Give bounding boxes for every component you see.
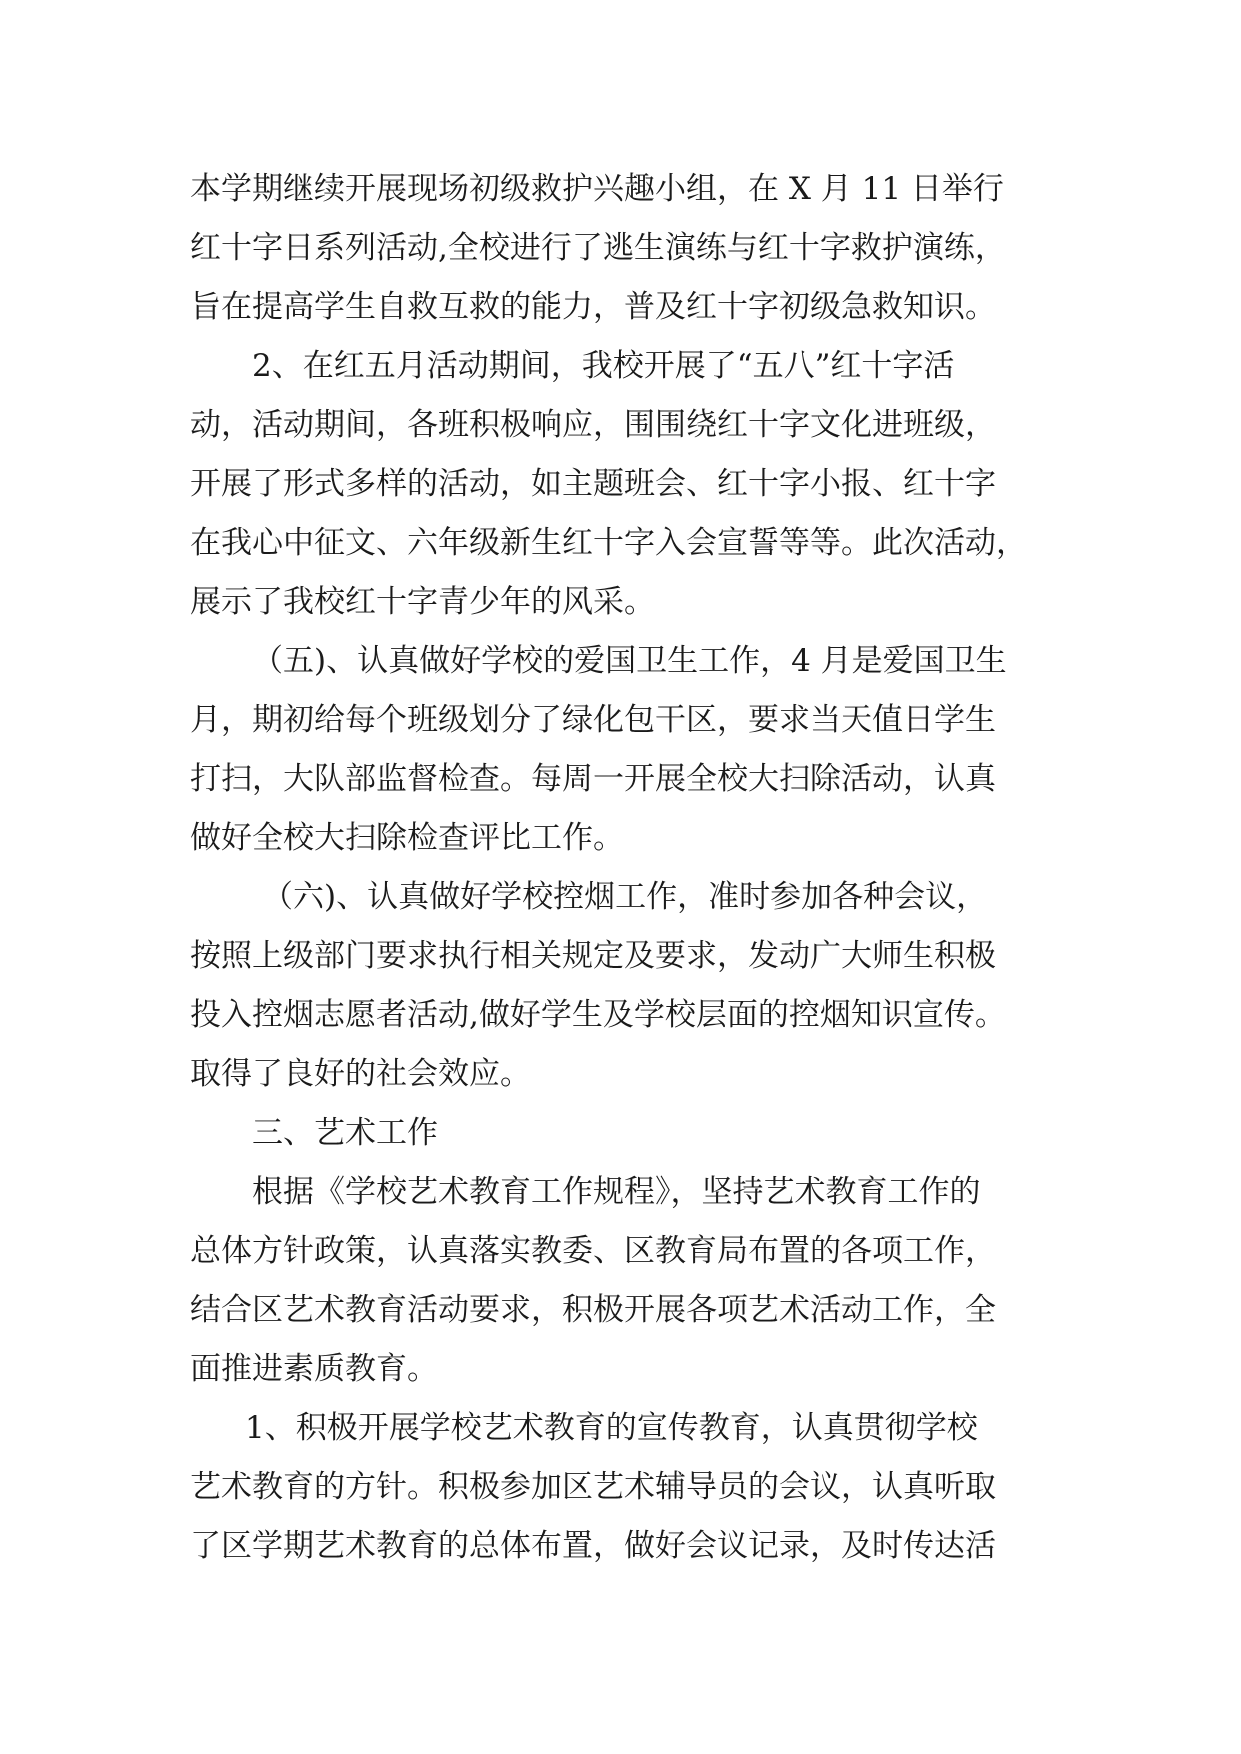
- section-heading: 三、艺术工作: [252, 1115, 438, 1151]
- paragraph-start-line: 1、积极开展学校艺术教育的宣传教育，认真贯彻学校: [245, 1410, 978, 1446]
- text-line: 旨在提高学生自救互救的能力，普及红十字初级急救知识。: [190, 289, 996, 325]
- text-line: 动，活动期间，各班积极响应，围围绕红十字文化进班级，: [190, 407, 996, 443]
- paragraph-start-line: 根据《学校艺术教育工作规程》，坚持艺术教育工作的: [252, 1174, 981, 1210]
- text-line: 了区学期艺术教育的总体布置，做好会议记录，及时传达活: [190, 1528, 996, 1564]
- text-line: 月，期初给每个班级划分了绿化包干区，要求当天值日学生: [190, 702, 996, 738]
- text-line: 总体方针政策，认真落实教委、区教育局布置的各项工作，: [190, 1233, 996, 1269]
- text-line: 开展了形式多样的活动，如主题班会、红十字小报、红十字: [190, 466, 996, 502]
- text-line: 红十字日系列活动,全校进行了逃生演练与红十字救护演练，: [190, 230, 1006, 266]
- text-line: 结合区艺术教育活动要求，积极开展各项艺术活动工作，全: [190, 1292, 996, 1328]
- text-line: 艺术教育的方针。积极参加区艺术辅导员的会议，认真听取: [190, 1469, 996, 1505]
- text-line: 打扫，大队部监督检查。每周一开展全校大扫除活动，认真: [190, 761, 996, 797]
- text-line: 本学期继续开展现场初级救护兴趣小组，在 X 月 11 日举行: [190, 171, 1004, 207]
- text-line: 展示了我校红十字青少年的风采。: [190, 584, 655, 620]
- paragraph-start-line: （五)、认真做好学校的爱国卫生工作，4 月是爱国卫生: [252, 643, 1007, 679]
- paragraph-start-line: 2、在红五月活动期间，我校开展了“五八”红十字活: [252, 348, 955, 384]
- text-line: 做好全校大扫除检查评比工作。: [190, 820, 624, 856]
- text-line: 按照上级部门要求执行相关规定及要求，发动广大师生积极: [190, 938, 996, 974]
- text-line: 面推进素质教育。: [190, 1351, 438, 1387]
- paragraph-start-line: （六)、认真做好学校控烟工作，准时参加各种会议，: [262, 879, 988, 915]
- document-body: [190, 160, 1080, 1576]
- text-line: 在我心中征文、六年级新生红十字入会宣誓等等。此次活动，: [190, 525, 1027, 561]
- text-line: 取得了良好的社会效应。: [190, 1056, 531, 1092]
- text-line: 投入控烟志愿者活动,做好学生及学校层面的控烟知识宣传。: [190, 997, 1006, 1033]
